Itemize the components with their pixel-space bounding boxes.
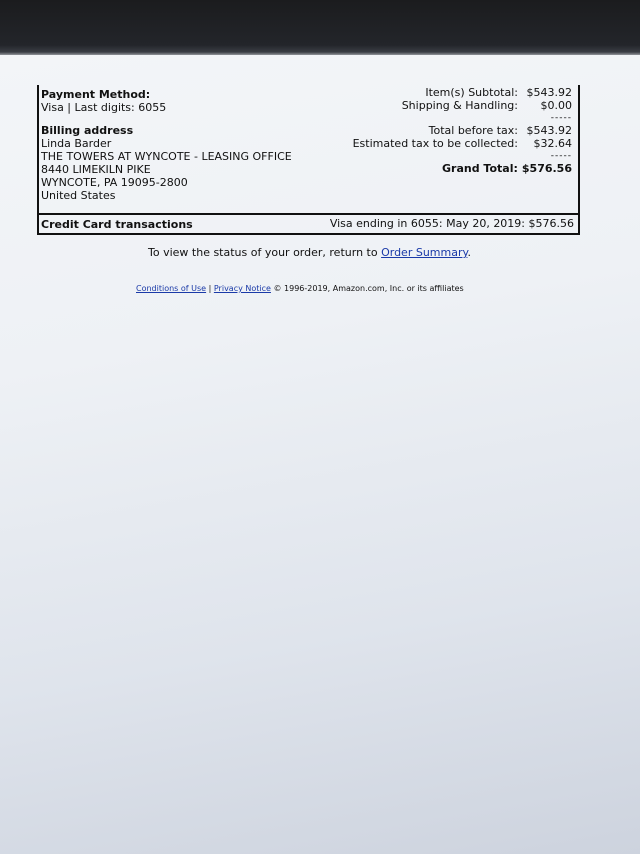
shipping-value: $0.00 (540, 99, 572, 112)
payment-billing-column (41, 88, 341, 202)
footer-divider: | (206, 284, 214, 293)
grand-total-value: $576.56 (521, 162, 572, 175)
billing-city: WYNCOTE, PA 19095-2800 (41, 176, 188, 189)
copyright-text: © 1996-2019, Amazon.com, Inc. or its affiliates (270, 284, 464, 293)
subtotal-label: Item(s) Subtotal: (425, 86, 518, 99)
credit-card-transaction: Visa ending in 6055: May 20, 2019: $576.56 (329, 217, 574, 230)
before-tax-value: $543.92 (526, 124, 572, 137)
tax-label: Estimated tax to be collected: (352, 137, 518, 150)
payment-method-detail: Visa | Last digits: 6055 (41, 101, 167, 114)
before-tax-row (332, 124, 572, 137)
shipping-row (332, 99, 572, 112)
grand-total-label: Grand Total: (442, 162, 518, 175)
footer (136, 284, 464, 293)
before-tax-label: Total before tax: (428, 124, 518, 137)
tax-value: $32.64 (533, 137, 572, 150)
credit-card-row (39, 213, 578, 233)
payment-method-heading: Payment Method: (41, 88, 151, 101)
billing-company: THE TOWERS AT WYNCOTE - LEASING OFFICE (41, 150, 292, 163)
status-suffix: . (467, 246, 471, 259)
subtotal-value: $543.92 (526, 86, 572, 99)
status-prefix: To view the status of your order, return to (148, 246, 382, 259)
order-status-text (148, 246, 471, 259)
separator: ----- (550, 151, 572, 161)
shipping-label: Shipping & Handling: (401, 99, 518, 112)
billing-street: 8440 LIMEKILN PIKE (41, 163, 151, 176)
privacy-notice-link[interactable]: Privacy Notice (213, 284, 271, 293)
order-summary-link[interactable]: Order Summary (381, 246, 468, 259)
billing-address-heading: Billing address (41, 124, 134, 137)
order-summary-box (37, 85, 580, 235)
tax-row (332, 137, 572, 150)
separator: ----- (550, 113, 572, 123)
conditions-of-use-link[interactable]: Conditions of Use (136, 284, 207, 293)
credit-card-heading: Credit Card transactions (41, 218, 193, 231)
totals-column (332, 86, 572, 175)
subtotal-row (332, 86, 572, 99)
grand-total-row (332, 162, 572, 175)
billing-name: Linda Barder (41, 137, 112, 150)
billing-country: United States (41, 189, 116, 202)
